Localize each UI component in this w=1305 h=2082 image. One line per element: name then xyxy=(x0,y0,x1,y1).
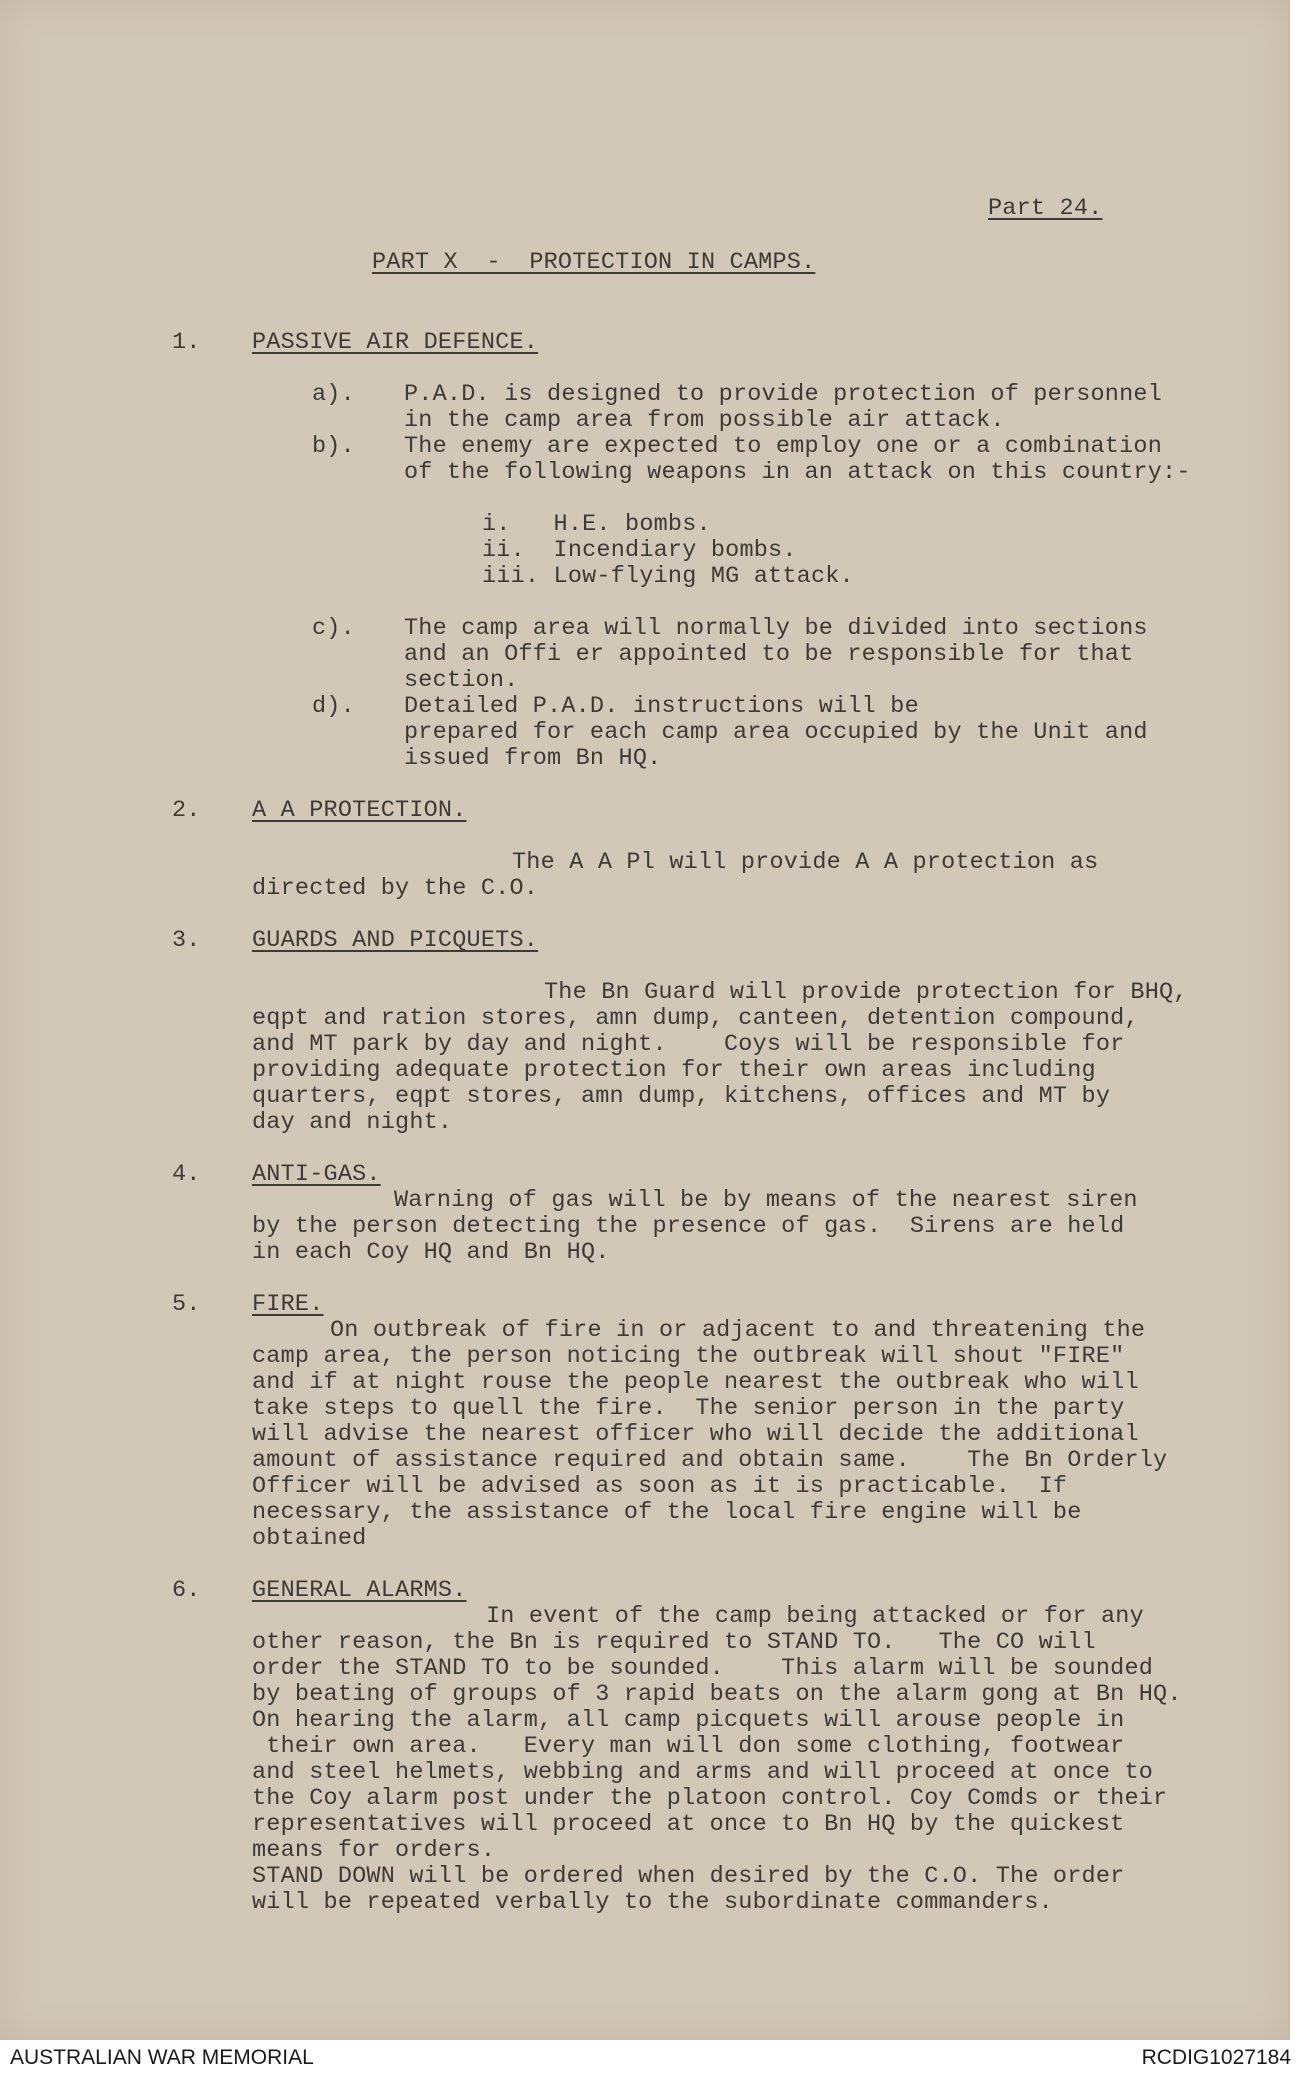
section-6-line-10: means for orders. xyxy=(252,1837,496,1864)
weapon-item-1: i. H.E. bombs. xyxy=(482,511,711,538)
item-c-line-1: The camp area will normally be divided into sections xyxy=(404,615,1148,642)
section-3-line-1: The Bn Guard will provide protection for BHQ, xyxy=(544,979,1188,1006)
item-c-label: c). xyxy=(312,615,355,642)
weapon-item-2: ii. Incendiary bombs. xyxy=(482,537,797,564)
item-a-line-1: P.A.D. is designed to provide protection of personnel xyxy=(404,381,1163,408)
section-6-line-1: In event of the camp being attacked or for any xyxy=(486,1603,1144,1630)
section-3-line-6: day and night. xyxy=(252,1109,453,1136)
section-3-heading: GUARDS AND PICQUETS. xyxy=(252,927,539,954)
section-6-number: 6. xyxy=(172,1577,201,1604)
section-6-line-2: other reason, the Bn is required to STAND TO. The CO will xyxy=(252,1629,1096,1656)
section-5-line-7: Officer will be advised as soon as it is practicable. If xyxy=(252,1473,1068,1500)
section-6-line-9: representatives will proceed at once to Bn HQ by the quickest xyxy=(252,1811,1125,1838)
item-c-line-3: section. xyxy=(404,667,519,694)
section-4-line-1: Warning of gas will be by means of the nearest siren xyxy=(394,1187,1138,1214)
item-d-line-2: prepared for each camp area occupied by the Unit and xyxy=(404,719,1148,746)
section-6-line-5: On hearing the alarm, all camp picquets will arouse people in xyxy=(252,1707,1125,1734)
section-4-number: 4. xyxy=(172,1161,201,1188)
section-5-line-6: amount of assistance required and obtain same. The Bn Orderly xyxy=(252,1447,1168,1474)
section-3-line-3: and MT park by day and night. Coys will be responsible for xyxy=(252,1031,1125,1058)
section-6-heading: GENERAL ALARMS. xyxy=(252,1577,467,1604)
item-a-line-2: in the camp area from possible air attack. xyxy=(404,407,1005,434)
section-1-number: 1. xyxy=(172,329,201,356)
section-4-line-2: by the person detecting the presence of gas. Sirens are held xyxy=(252,1213,1125,1240)
section-5-line-9: obtained xyxy=(252,1525,367,1552)
section-2-line-2: directed by the C.O. xyxy=(252,875,539,902)
item-d-label: d). xyxy=(312,693,355,720)
item-b-label: b). xyxy=(312,433,355,460)
footer-record-id: RCDIG1027184 xyxy=(1141,2046,1291,2069)
section-1-heading: PASSIVE AIR DEFENCE. xyxy=(252,329,539,356)
document-title: PART X - PROTECTION IN CAMPS. xyxy=(372,249,816,276)
footer-archive-name: AUSTRALIAN WAR MEMORIAL xyxy=(10,2046,314,2069)
section-3-line-5: quarters, eqpt stores, amn dump, kitchens, offices and MT by xyxy=(252,1083,1111,1110)
section-5-line-1: On outbreak of fire in or adjacent to and threatening the xyxy=(330,1317,1146,1344)
section-6-line-7: and steel helmets, webbing and arms and will proceed at once to xyxy=(252,1759,1154,1786)
section-6-line-12: will be repeated verbally to the subordinate commanders. xyxy=(252,1889,1053,1916)
section-5-line-5: will advise the nearest officer who will decide the additional xyxy=(252,1421,1139,1448)
section-5-line-4: take steps to quell the fire. The senior person in the party xyxy=(252,1395,1125,1422)
section-4-heading: ANTI-GAS. xyxy=(252,1161,381,1188)
section-5-heading: FIRE. xyxy=(252,1291,324,1318)
part-label: Part 24. xyxy=(988,195,1103,222)
section-5-line-2: camp area, the person noticing the outbreak will shout "FIRE" xyxy=(252,1343,1125,1370)
item-d-line-1: Detailed P.A.D. instructions will be xyxy=(404,693,919,720)
section-5-line-8: necessary, the assistance of the local fire engine will be xyxy=(252,1499,1082,1526)
section-2-line-1: The A A Pl will provide A A protection as xyxy=(512,849,1099,876)
section-5-line-3: and if at night rouse the people nearest the outbreak who will xyxy=(252,1369,1139,1396)
weapon-item-3: iii. Low-flying MG attack. xyxy=(482,563,854,590)
section-2-heading: A A PROTECTION. xyxy=(252,797,467,824)
section-6-line-8: the Coy alarm post under the platoon control. Coy Comds or their xyxy=(252,1785,1168,1812)
section-6-line-6: their own area. Every man will don some clothing, footwear xyxy=(252,1733,1125,1760)
section-5-number: 5. xyxy=(172,1291,201,1318)
item-b-line-2: of the following weapons in an attack on this country:- xyxy=(404,459,1191,486)
section-3-line-2: eqpt and ration stores, amn dump, canteen, detention compound, xyxy=(252,1005,1139,1032)
item-d-line-3: issued from Bn HQ. xyxy=(404,745,662,772)
section-6-line-4: by beating of groups of 3 rapid beats on the alarm gong at Bn HQ. xyxy=(252,1681,1182,1708)
section-4-line-3: in each Coy HQ and Bn HQ. xyxy=(252,1239,610,1266)
section-6-line-3: order the STAND TO to be sounded. This alarm will be sounded xyxy=(252,1655,1154,1682)
section-2-number: 2. xyxy=(172,797,201,824)
section-3-line-4: providing adequate protection for their own areas including xyxy=(252,1057,1096,1084)
section-6-line-11: STAND DOWN will be ordered when desired by the C.O. The order xyxy=(252,1863,1125,1890)
section-3-number: 3. xyxy=(172,927,201,954)
item-a-label: a). xyxy=(312,381,355,408)
item-c-line-2: and an Offi er appointed to be responsible for that xyxy=(404,641,1134,668)
item-b-line-1: The enemy are expected to employ one or a combination xyxy=(404,433,1163,460)
